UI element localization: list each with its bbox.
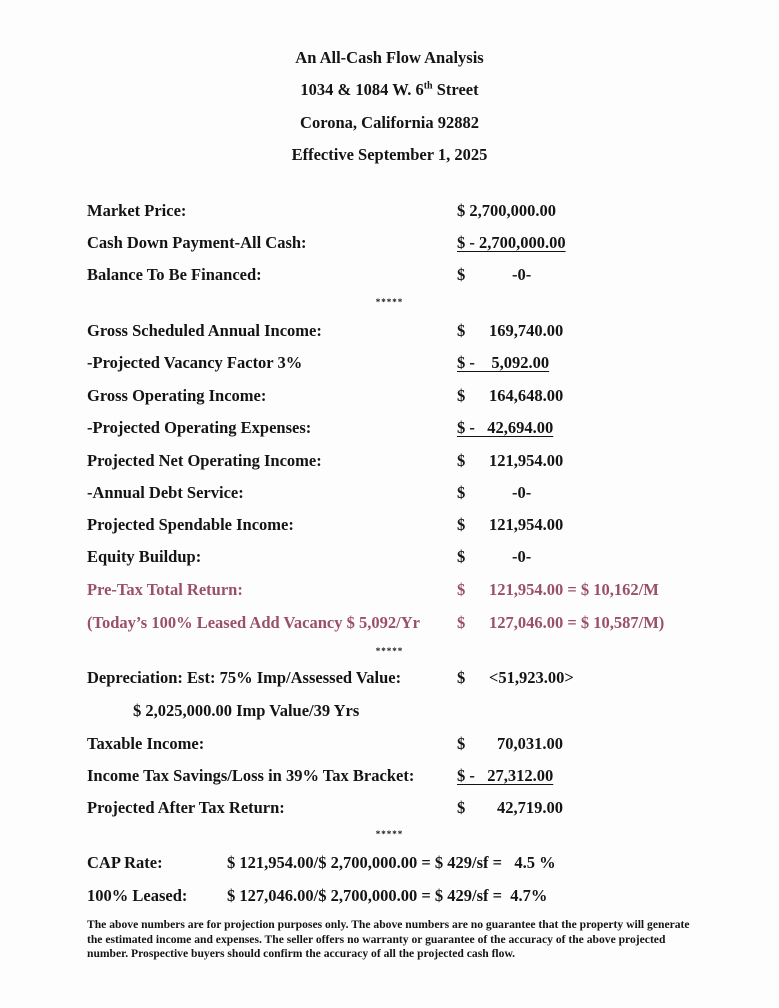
depreciation-dollar: $ bbox=[457, 668, 466, 687]
address-number: 1034 & 1084 W. 6 bbox=[300, 80, 424, 99]
noi-dollar: $ bbox=[457, 451, 466, 470]
depreciation-label: Depreciation: Est: 75% Imp/Assessed Value: bbox=[87, 668, 402, 687]
pretax-value: 121,954.00 = $ 10,162/M bbox=[489, 580, 659, 599]
disclaimer: The above numbers are for projection purposes only. The above numbers are no guarantee that the property will generate the estimated income and expenses. The seller offers no warranty or guarantee of the accuracy of the above projected number. Prospective buyers should confirm the accuracy of all the projected cash flow. bbox=[87, 918, 690, 960]
gross-operating-label: Gross Operating Income: bbox=[87, 386, 267, 405]
market-price-label: Market Price: bbox=[87, 201, 187, 220]
noi-label: Projected Net Operating Income: bbox=[87, 451, 322, 470]
market-price-value: $ 2,700,000.00 bbox=[457, 201, 556, 220]
equity-row bbox=[0, 547, 779, 569]
address-street: Street bbox=[432, 80, 479, 99]
equity-value: -0- bbox=[512, 547, 532, 566]
property-city: Corona, California 92882 bbox=[300, 113, 479, 132]
operating-expenses-row bbox=[0, 418, 779, 440]
imp-value-row bbox=[0, 701, 779, 723]
leased-return-label: (Today’s 100% Leased Add Vacancy $ 5,092/Yr bbox=[87, 613, 420, 632]
depreciation-row bbox=[0, 668, 779, 690]
separator: ***** bbox=[375, 829, 404, 839]
leased-cap-label: 100% Leased: bbox=[87, 886, 188, 905]
taxable-value: 70,031.00 bbox=[497, 734, 563, 753]
cap-rate-label: CAP Rate: bbox=[87, 853, 163, 872]
balance-dollar: $ bbox=[457, 265, 466, 284]
gross-scheduled-label: Gross Scheduled Annual Income: bbox=[87, 321, 322, 340]
noi-value: 121,954.00 bbox=[489, 451, 564, 470]
after-tax-value: 42,719.00 bbox=[497, 798, 563, 817]
leased-cap-calc: $ 127,046.00/$ 2,700,000.00 = $ 429/sf = 4.7% bbox=[227, 886, 548, 905]
debt-service-label: -Annual Debt Service: bbox=[87, 483, 244, 502]
tax-savings-label: Income Tax Savings/Loss in 39% Tax Bracket: bbox=[87, 766, 415, 785]
separator: ***** bbox=[375, 297, 404, 307]
spendable-label: Projected Spendable Income: bbox=[87, 515, 294, 534]
gross-scheduled-row bbox=[0, 321, 779, 343]
pretax-label: Pre-Tax Total Return: bbox=[87, 580, 243, 599]
operating-expenses-label: -Projected Operating Expenses: bbox=[87, 418, 312, 437]
debt-service-dollar: $ bbox=[457, 483, 466, 502]
spendable-value: 121,954.00 bbox=[489, 515, 564, 534]
after-tax-row bbox=[0, 798, 779, 820]
property-address bbox=[0, 80, 779, 100]
balance-value: -0- bbox=[512, 265, 532, 284]
after-tax-label: Projected After Tax Return: bbox=[87, 798, 285, 817]
market-price-row bbox=[0, 201, 779, 223]
down-payment-row bbox=[0, 233, 779, 255]
taxable-row bbox=[0, 734, 779, 756]
taxable-dollar: $ bbox=[457, 734, 466, 753]
vacancy-row bbox=[0, 353, 779, 375]
leased-return-row bbox=[0, 613, 779, 635]
gross-operating-value: 164,648.00 bbox=[489, 386, 564, 405]
gross-scheduled-dollar: $ bbox=[457, 321, 466, 340]
document-title: An All-Cash Flow Analysis bbox=[295, 48, 484, 67]
debt-service-row bbox=[0, 483, 779, 505]
address-ordinal: th bbox=[423, 80, 433, 92]
after-tax-dollar: $ bbox=[457, 798, 466, 817]
equity-dollar: $ bbox=[457, 547, 466, 566]
down-payment-value: $ - 2,700,000.00 bbox=[457, 233, 566, 252]
spendable-row bbox=[0, 515, 779, 537]
imp-value-line: $ 2,025,000.00 Imp Value/39 Yrs bbox=[133, 701, 360, 720]
gross-operating-row bbox=[0, 386, 779, 408]
effective-date: Effective September 1, 2025 bbox=[291, 145, 488, 164]
leased-return-dollar: $ bbox=[457, 613, 466, 632]
vacancy-label: -Projected Vacancy Factor 3% bbox=[87, 353, 303, 372]
gross-scheduled-value: 169,740.00 bbox=[489, 321, 564, 340]
separator: ***** bbox=[375, 646, 404, 656]
equity-label: Equity Buildup: bbox=[87, 547, 202, 566]
vacancy-value: $ - 5,092.00 bbox=[457, 353, 550, 372]
depreciation-value: <51,923.00> bbox=[489, 668, 574, 687]
spendable-dollar: $ bbox=[457, 515, 466, 534]
down-payment-label: Cash Down Payment-All Cash: bbox=[87, 233, 307, 252]
pretax-row bbox=[0, 580, 779, 602]
gross-operating-dollar: $ bbox=[457, 386, 466, 405]
cap-rate-calc: $ 121,954.00/$ 2,700,000.00 = $ 429/sf = 4.5 % bbox=[227, 853, 556, 872]
balance-label: Balance To Be Financed: bbox=[87, 265, 262, 284]
tax-savings-value: $ - 27,312.00 bbox=[457, 766, 554, 785]
balance-row bbox=[0, 265, 779, 287]
operating-expenses-value: $ - 42,694.00 bbox=[457, 418, 554, 437]
pretax-dollar: $ bbox=[457, 580, 466, 599]
tax-savings-row bbox=[0, 766, 779, 788]
leased-return-value: 127,046.00 = $ 10,587/M) bbox=[489, 613, 665, 632]
debt-service-value: -0- bbox=[512, 483, 532, 502]
taxable-label: Taxable Income: bbox=[87, 734, 205, 753]
noi-row bbox=[0, 451, 779, 473]
